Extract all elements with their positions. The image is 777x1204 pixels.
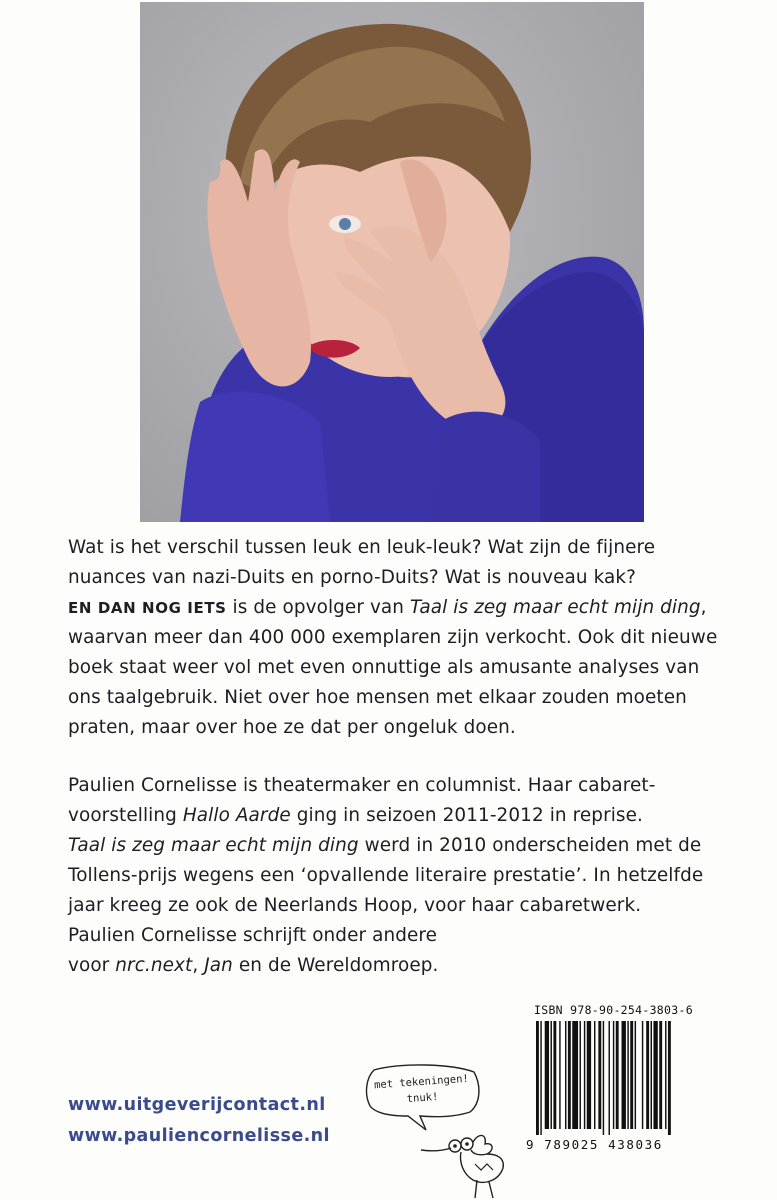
bubble-line-1: met tekeningen! <box>373 1072 470 1092</box>
pub-sep: , <box>192 955 205 976</box>
bio-s1: Paulien Cornelisse is theatermaker en columnist. Haar cabaret-voorstelling <box>68 775 656 826</box>
blurb-paragraph-description <box>68 533 718 743</box>
show-title: Hallo Aarde <box>182 805 291 826</box>
book-title-italic: Taal is zeg maar echt mijn ding <box>68 835 359 856</box>
blurb-paragraph-publications <box>68 921 718 981</box>
blurb-mid1: is de opvolger van <box>226 597 410 618</box>
blurb-text <box>68 533 718 981</box>
blurb-paragraph-author-bio <box>68 771 718 921</box>
blurb-intro: Wat is het verschil tussen leuk en leuk-leuk? Wat zijn de fijnere nuances van nazi-Duits en porno-Duits? Wat is nouveau kak? <box>68 537 656 588</box>
isbn-label: ISBN 978-90-254-3803-6 <box>534 1003 693 1017</box>
bio-s2: ging in seizoen 2011-2012 in reprise. <box>290 805 643 826</box>
barcode-bars <box>532 1017 710 1135</box>
speech-bubble <box>362 1062 482 1132</box>
pub-s1: Paulien Cornelisse schrijft onder andere <box>68 925 438 946</box>
website-links <box>68 1090 330 1152</box>
book-title-caps: EN DAN NOG IETS <box>68 599 227 617</box>
publisher-website-link[interactable]: www.uitgeverijcontact.nl <box>68 1095 326 1115</box>
pub-s3: en de Wereldomroep. <box>232 955 439 976</box>
blurb-mid2: , waarvan meer dan 400 000 exemplaren zijn verkocht. Ook dit nieuwe boek staat weer vol met even onnuttige als amusante analyses van ons taalgebruik. Niet over hoe mensen met elkaar zouden moeten praten, maar over hoe ze dat per ongeluk doen. <box>68 597 718 738</box>
previous-book-title: Taal is zeg maar echt mijn ding <box>410 597 701 618</box>
bubble-line-2: tnuk! <box>406 1090 439 1106</box>
barcode-digits: 9 789025 438036 <box>526 1137 663 1152</box>
isbn-barcode <box>526 1003 712 1153</box>
bird-drawing-icon <box>415 1128 515 1204</box>
author-portrait-illustration <box>140 2 644 522</box>
author-website-link[interactable]: www.pauliencornelisse.nl <box>68 1126 330 1146</box>
bio-s3: werd in 2010 onderscheiden met de Tollens-prijs wegens een ‘opvallende literaire prestatie’. In hetzelfde jaar kreeg ze ook de Neerlands Hoop, voor haar cabaretwerk. <box>68 835 704 916</box>
publication-jan: Jan <box>204 955 233 976</box>
publication-nrc-next: nrc.next <box>115 955 193 976</box>
author-photo <box>140 2 644 522</box>
pub-s2: voor <box>68 955 116 976</box>
